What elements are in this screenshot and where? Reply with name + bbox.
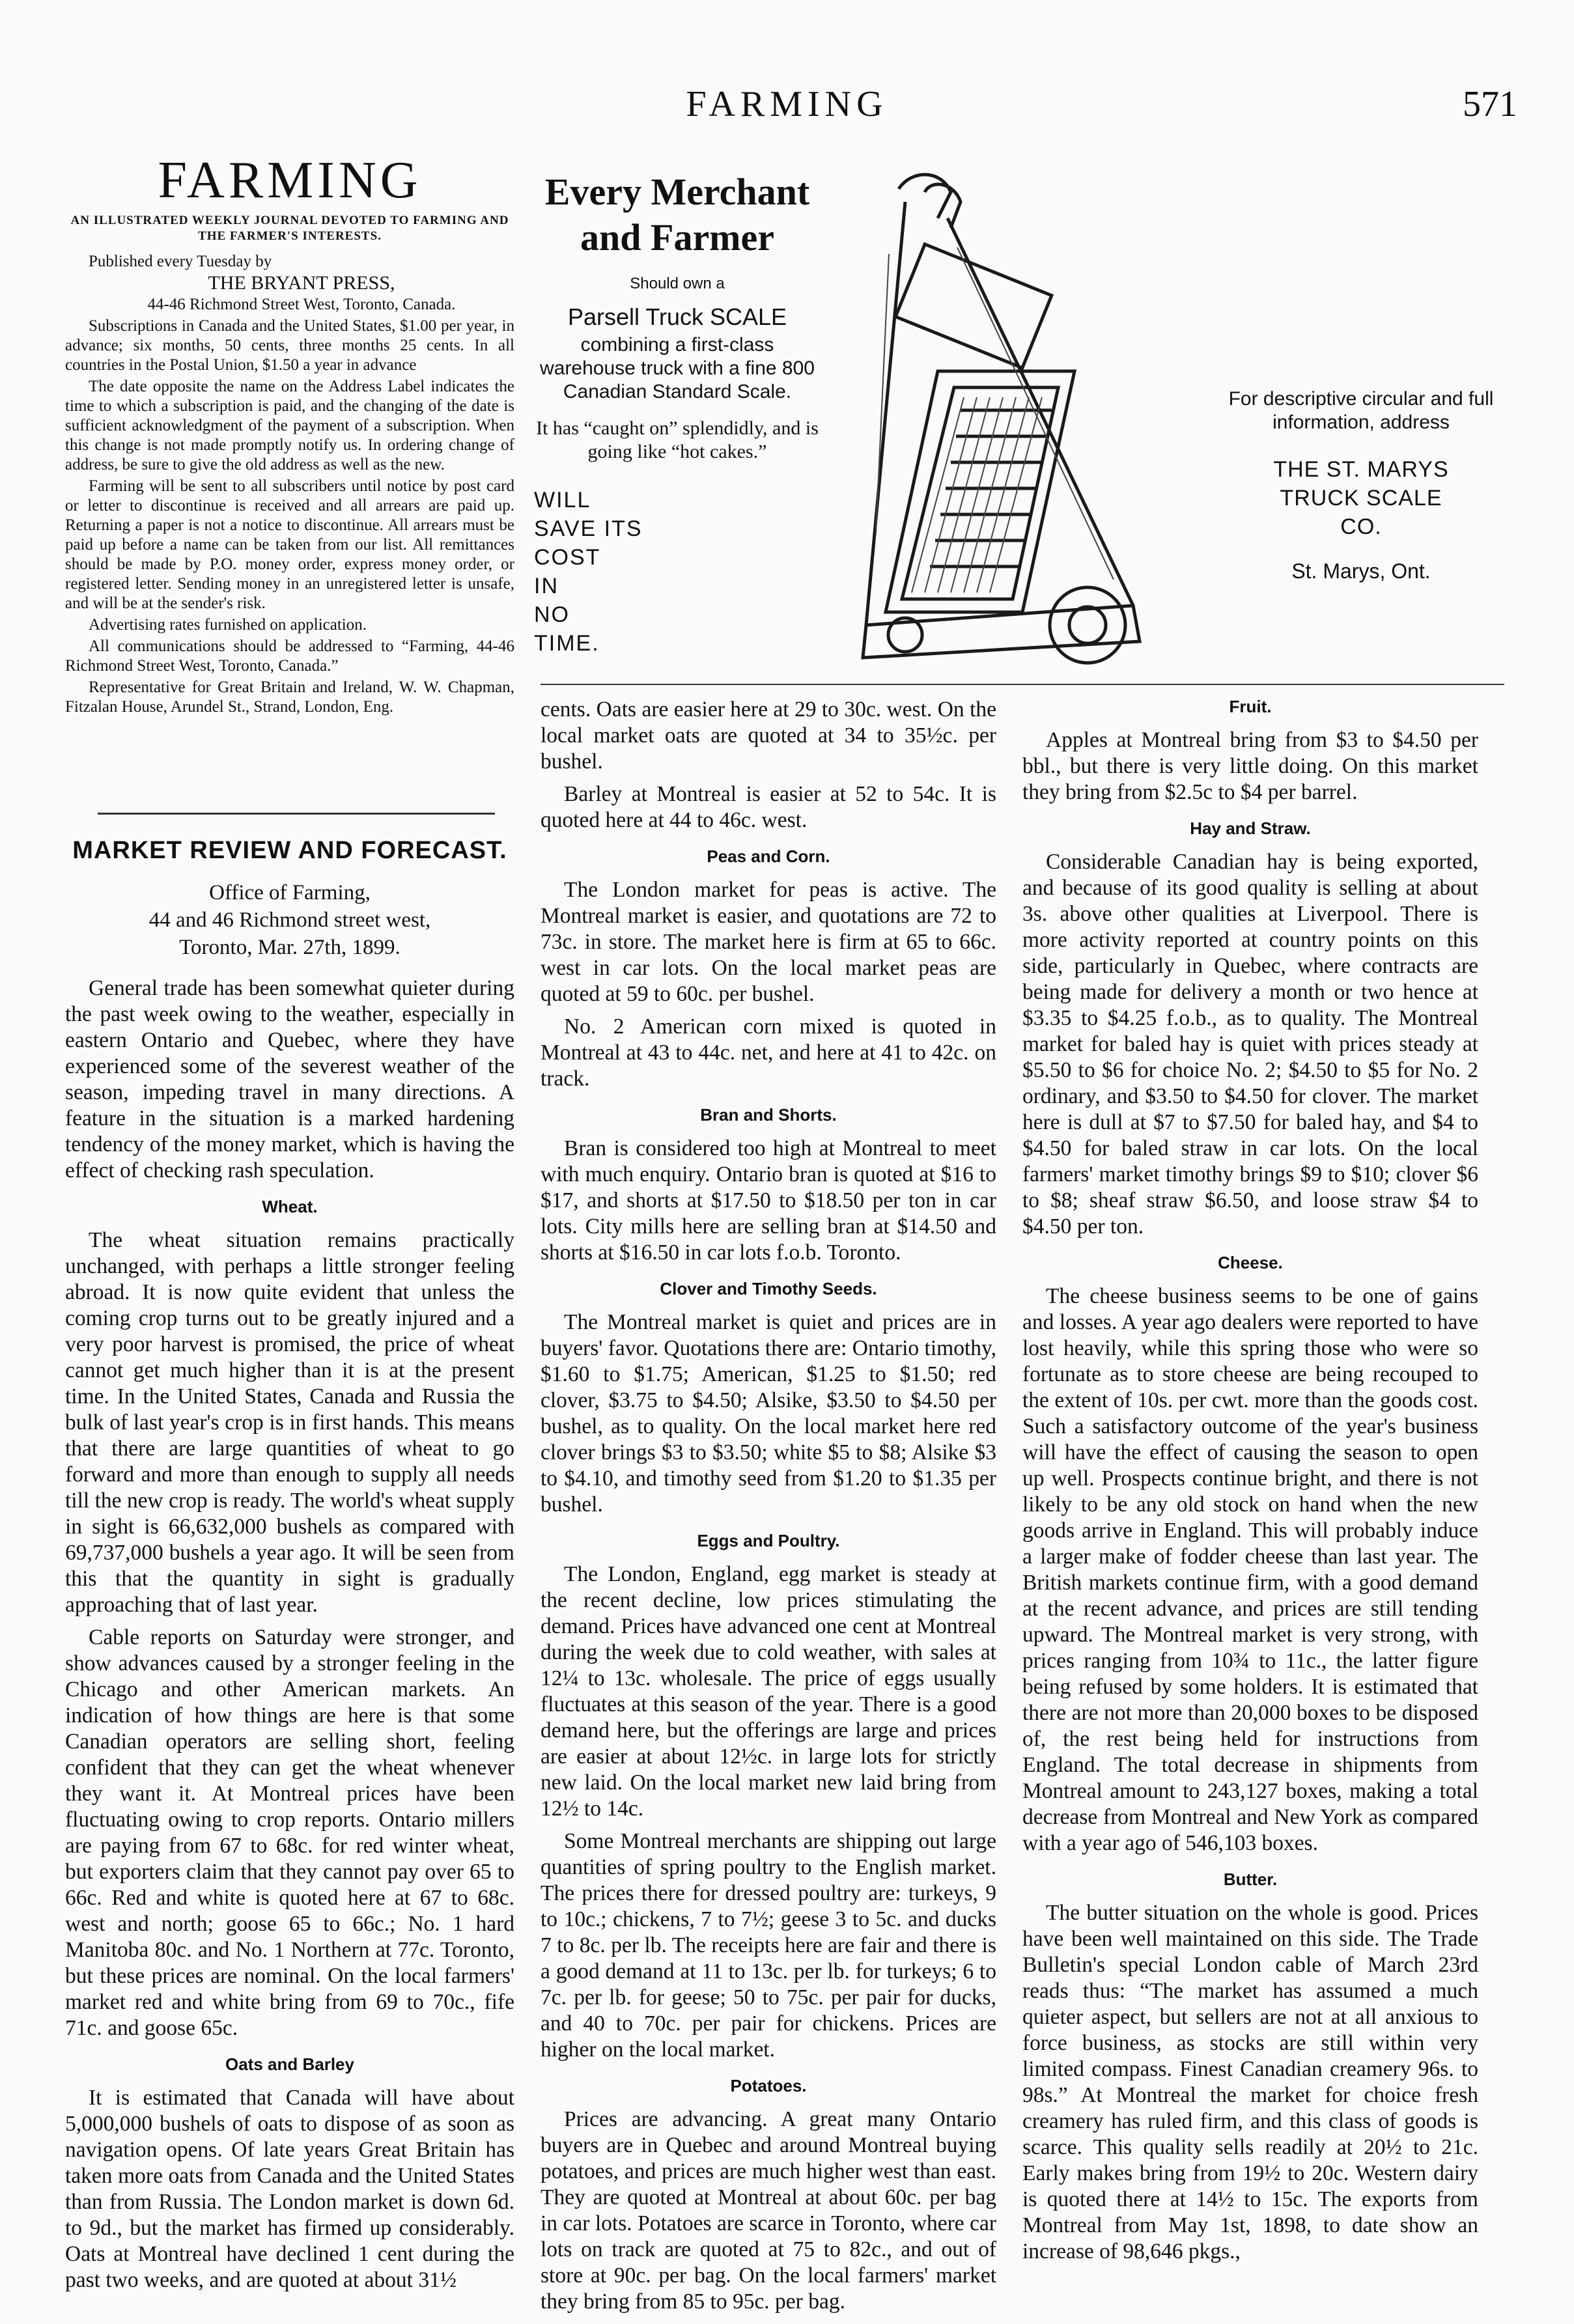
column-1 xyxy=(65,837,514,2292)
ad-save-line: COST xyxy=(534,545,601,570)
clover-heading: Clover and Timothy Seeds. xyxy=(660,1279,877,1298)
clover-paragraph: The Montreal market is quiet and prices are in buyers' favor. Quotations there are: Ontario timothy, $1.60 to $1.75; American, $1.25 to $1.50; red clover, $3.75 to $4.50; Alsike, $3.50 to $4.50 per bushel, as to quality. On the local market here red clover brings $3 to $3.50; white $5 to $8; Alsike $3 to $4.10, and timothy seed from $1.20 to $1.35 per bushel. xyxy=(541,1310,996,1517)
masthead-rule xyxy=(98,813,495,815)
publisher: THE BRYANT PRESS, xyxy=(208,272,395,294)
ad-company-line: THE ST. MARYS xyxy=(1273,457,1449,482)
ad-save-line: WILL xyxy=(534,488,591,512)
bran-paragraph: Bran is considered too high at Montreal to meet with much enquiry. Ontario bran is quoted at $16 to $17, and shorts at $17.50 to $18.50 per ton in car lots. City mills here are selling bran at $14.50 and shorts at $16.50 in car lots f.o.b. Toronto. xyxy=(541,1136,996,1265)
barley-paragraph: Barley at Montreal is easier at 52 to 54c. It is quoted here at 44 to 46c. west. xyxy=(541,782,996,832)
fruit-heading: Fruit. xyxy=(1229,697,1272,716)
office-line: Office of Farming, xyxy=(209,881,371,904)
eggs-paragraph: The London, England, egg market is steady at the recent decline, low prices stimulating the demand. Prices have advanced one cent at Montreal during the week due to cold weather, with sales at 12¼ to 13c. wholesale. The price of eggs usually fluctuates at this season of the year. There is a good demand here, but the offerings are large and prices are easier at about 12½c. in large lots for strictly new laid. On the local market new laid bring from 12½ to 14c. xyxy=(541,1562,996,1821)
ad-save-line: IN xyxy=(534,574,559,598)
ad-headline-2: and Farmer xyxy=(580,216,774,259)
ad-company-line: CO. xyxy=(1340,514,1382,539)
advertising-note: Advertising rates furnished on application. xyxy=(89,616,367,634)
masthead xyxy=(65,151,514,809)
hay-heading: Hay and Straw. xyxy=(1190,819,1311,838)
publisher-address: 44-46 Richmond Street West, Toronto, Canada. xyxy=(147,296,456,313)
street-line: 44 and 46 Richmond street west, xyxy=(148,908,431,932)
corn-paragraph: No. 2 American corn mixed is quoted in Montreal at 43 to 44c. net, and here at 41 to 42c. on track. xyxy=(541,1015,996,1091)
ad-right-panel xyxy=(1224,387,1498,583)
cheese-paragraph: The cheese business seems to be one of gains and losses. A year ago dealers were reported to have lost heavily, while this spring those who were so fortunate as to store cheese are being recouped to the extent of 10s. per cwt. more than the goods cost. Such a satisfactory outcome of the year's business will have the effect of causing the season to open up well. Prospects continue bright, and there is not likely to be any old stock on hand when the new goods arrive in England. This will probably induce a larger make of fodder cheese than last year. The British markets continue firm, with a good demand at the recent advance, and prices are still tending upward. The Montreal market is very strong, with prices ranging from 10¾ to 11c., the latter figure being refused by some holders. It is estimated that there are not more than 20,000 boxes to be disposed of, the rest being held for instructions from England. The total decrease in shipments from Montreal amount to 243,127 boxes, making a total decrease from Montreal and New York as compared with a year ago of 546,103 boxes. xyxy=(1022,1284,1478,1855)
ad-product: Parsell Truck SCALE xyxy=(567,303,787,330)
peas-paragraph: The London market for peas is active. The Montreal market is easier, and quotations are 72 to 73c. in store. The market here is firm at 65 to 66c. west in car lots. On the local market peas are quoted at 59 to 60c. per bushel. xyxy=(541,878,996,1006)
ad-left-panel xyxy=(534,169,821,658)
date-label-note: The date opposite the name on the Address Label indicates the time to which a subscription is paid, and the changing of the date is sufficient acknowledgment of the payment of a subscription. When this change is not made promptly notify us. In ordering change of address, be sure to give the old address as well as the new. xyxy=(65,378,514,473)
intro-paragraph: General trade has been somewhat quieter during the past week owing to the weather, especially in eastern Ontario and Quebec, where they have experienced some of the severest weather of the season, impeding travel in many directions. A feature in the situation is a marked hardening tendency of the money market, which is having the effect of checking rash speculation. xyxy=(65,976,514,1183)
ad-caught-on: It has “caught on” splendidly, and is going like “hot cakes.” xyxy=(536,417,819,462)
potatoes-paragraph: Prices are advancing. A great many Ontario buyers are in Quebec and around Montreal buying potatoes, and prices are much higher west than east. They are quoted at Montreal at about 60c. per bag in car lots. Potatoes are scarce in Toronto, where car lots on track are quoted at 75 to 82c., and out of store at 90c. per bag. On the local farmers' market they bring from 85 to 95c. per bag. xyxy=(541,2107,996,2314)
published-line: Published every Tuesday by xyxy=(89,253,272,270)
peas-heading: Peas and Corn. xyxy=(707,847,830,866)
communications-note: All communications should be addressed to “Farming, 44-46 Richmond Street West, Toronto, Canada.” xyxy=(65,637,514,675)
wheat-paragraph: Cable reports on Saturday were stronger, and show advances caused by a stronger feeling in the Chicago and other American markets. An indication of how things are here is that some Canadian operators are selling short, feeling confident that they can get the wheat whenever they want it. At Montreal prices have been fluctuating owing to crop reports. Ontario millers are paying from 67 to 68c. for red winter wheat, but exporters claim that they cannot pay over 65 to 66c. Red and white is quoted here at 67 to 68c. west and north; goose 65 to 66c.; No. 1 hard Manitoba 80c. and No. 1 Northern at 77c. Toronto, but these prices are nominal. On the local farmers' market red and white bring from 69 to 70c., fife 71c. and goose 65c. xyxy=(65,1625,514,2040)
butter-heading: Butter. xyxy=(1223,1869,1278,1889)
cheese-heading: Cheese. xyxy=(1218,1253,1283,1272)
ad-location: St. Marys, Ont. xyxy=(1291,559,1431,583)
ad-contact-text: For descriptive circular and full information, address xyxy=(1228,388,1494,433)
eggs-heading: Eggs and Poultry. xyxy=(697,1531,840,1550)
masthead-title: FARMING xyxy=(158,152,422,209)
wheat-paragraph: The wheat situation remains practically unchanged, with perhaps a little stronger feeling abroad. It is now quite evident that unless the coming crop turns out to be greatly injured and a very poor harvest is promised, the price of wheat cannot get much higher than it is at the present time. In the United States, Canada and Russia the bulk of last year's crop is in first hands. This means that there are large quantities of wheat to go forward and more than enough to supply all needs till the new crop is ready. The world's wheat supply in sight is 66,632,000 bushels as compared with 69,737,000 bushels a year ago. It will be seen from this that the quantity in sight is gradually approaching that of last year. xyxy=(65,1228,514,1617)
market-review-title: MARKET REVIEW AND FORECAST. xyxy=(72,837,507,864)
wheat-heading: Wheat. xyxy=(262,1197,318,1216)
hay-paragraph: Considerable Canadian hay is being exported, and because of its good quality is selling at about 3s. above other qualities at Liverpool. There is more activity reported at country points on this side, particularly in Quebec, where contracts are being made for delivery a month or two hence at $3.35 to $4.25 f.o.b., as to quality. The Montreal market for baled hay is quiet with prices steady at $5.50 to $6 for choice No. 2; $4.50 to $5 for No. 2 ordinary, and $3.50 to $4.50 for clover. The market here is dull at $7 to $7.50 for baled hay, and $4 to $4.50 for baled straw in car lots. On the local farmers' market timothy brings $9 to $10; clover $6 to $8; sheaf straw $6.50, and loose straw $4 to $4.50 per ton. xyxy=(1022,850,1478,1239)
column-2 xyxy=(541,697,996,2314)
ad-rule xyxy=(541,684,1504,685)
hand-truck-scale-icon xyxy=(827,156,1192,671)
city-date-line: Toronto, Mar. 27th, 1899. xyxy=(179,936,401,959)
sent-to-note: Farming will be sent to all subscribers until notice by post card or letter to discontinue is received and all arrears are paid up. Returning a paper is not a notice to discontinue. All arrears must be paid up before a name can be taken from our list. All remittances should be made by P.O. money order, express money order, or registered letter. Sending money in an unregistered letter is unsafe, and will be at the sender's risk. xyxy=(65,477,514,612)
bran-heading: Bran and Shorts. xyxy=(700,1105,837,1125)
oats-continued: cents. Oats are easier here at 29 to 30c. west. On the local market oats are quoted at 34 to 35½c. per bushel. xyxy=(541,697,996,774)
column-3 xyxy=(1022,697,1478,2289)
poultry-paragraph: Some Montreal merchants are shipping out large quantities of spring poultry to the English market. The prices there for dressed poultry are: turkeys, 9 to 10c.; chickens, 7 to 7½; geese 3 to 5c. and ducks 7 to 8c. per lb. The receipts here are fair and there is a good demand at 11 to 13c. per lb. for turkeys; 6 to 7c. per lb. for geese; 50 to 75c. per pair for ducks, and 40 to 70c. per pair for chickens. Prices are higher on the local market. xyxy=(541,1829,996,2062)
ad-save-line: NO xyxy=(534,602,570,627)
ad-save-line: TIME. xyxy=(534,631,600,656)
representative-note: Representative for Great Britain and Ireland, W. W. Chapman, Fitzalan House, Arundel St., Strand, London, Eng. xyxy=(65,679,514,716)
subscriptions: Subscriptions in Canada and the United States, $1.00 per year, in advance; six months, 50 cents, three months 25 cents. In all countries in the Postal Union, $1.50 a year in advance xyxy=(65,317,514,374)
potatoes-heading: Potatoes. xyxy=(730,2076,807,2095)
page-number: 571 xyxy=(1463,84,1517,124)
office-address xyxy=(65,879,514,961)
butter-paragraph: The butter situation on the whole is good. Prices have been well maintained on this side. The Trade Bulletin's special London cable of March 23rd reads thus: “The market has assumed a much quieter aspect, but sellers are not at all anxious to force business, as stocks are still within very limited compass. Finest Canadian creamery 96s. to 98s.” At Montreal the market for choice fresh creamery has ruled firm, and this class of goods is scarce. This quality sells readily at 20½ to 21c. Early makes bring from 19½ to 20c. Western dairy is quoted there at 14½ to 15c. The exports from Montreal from May 1st, 1898, to date show an increase of 98,646 pkgs., xyxy=(1022,1901,1478,2263)
oats-paragraph: It is estimated that Canada will have about 5,000,000 bushels of oats to dispose of as soon as navigation opens. Of late years Great Britain has taken more oats from Canada and the United States than from Russia. The London market is down 6d. to 9d., but the market has firmed up considerably. Oats at Montreal have declined 1 cent during the past two weeks, and are quoted at about 31½ xyxy=(65,2086,514,2292)
fruit-paragraph: Apples at Montreal bring from $3 to $4.50 per bbl., but there is very little doing. On this market they bring from $2.5c to $4 per barrel. xyxy=(1022,728,1478,804)
advertisement xyxy=(534,156,1511,677)
ad-save-line: SAVE ITS xyxy=(534,516,643,541)
ad-description: combining a first-class warehouse truck with a fine 800 Canadian Standard Scale. xyxy=(540,334,815,402)
ad-company-line: TRUCK SCALE xyxy=(1280,486,1442,511)
ad-headline-1: Every Merchant xyxy=(544,171,810,213)
ad-save-block xyxy=(534,486,821,658)
running-title: FARMING xyxy=(686,84,888,124)
masthead-tagline: AN ILLUSTRATED WEEKLY JOURNAL DEVOTED TO FARMING AND THE FARMER'S INTERESTS. xyxy=(70,214,509,243)
ad-should-own: Should own a xyxy=(630,275,725,292)
oats-heading: Oats and Barley xyxy=(225,2054,354,2074)
ad-company xyxy=(1224,455,1498,541)
